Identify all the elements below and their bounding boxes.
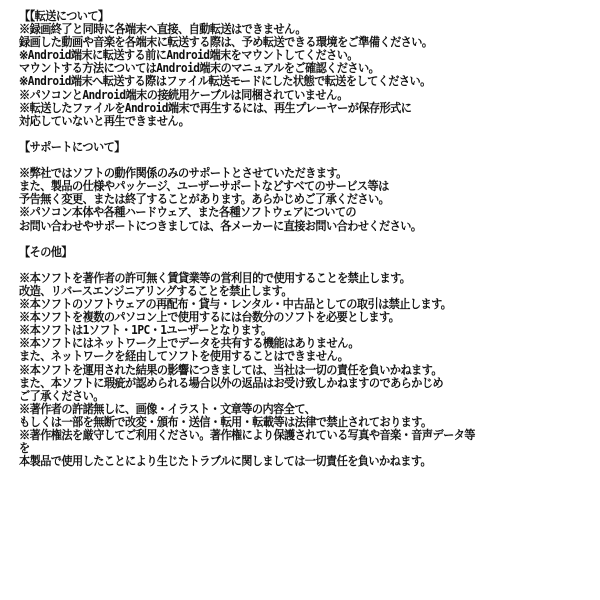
other-line: ※本ソフトは1ソフト・1PC・1ユーザーとなります。 [19, 323, 272, 338]
other-line: ※本ソフトを運用された結果の影響につきましては、当社は一切の責任を負いかねます。 [19, 362, 442, 377]
other-line: ※本ソフトを複数のパソコン上で使用するには台数分のソフトを必要とします。 [19, 310, 400, 325]
other-line: ※本ソフトのソフトウェアの再配布・貸与・レンタル・中古品としての取引は禁止します。 [19, 297, 452, 312]
support-line: お問い合わせやサポートにつきましては、各メーカーに直接お問い合わせください。 [19, 218, 422, 233]
other-line: ご了承ください。 [19, 388, 104, 403]
other-line: ※本ソフトを著作者の許可無く賃貸業等の営利目的で使用することを禁止します。 [19, 270, 411, 285]
transfer-section [19, 10, 554, 128]
other-line: また、ネットワークを経由してソフトを使用することはできません。 [19, 349, 349, 364]
other-line: 本製品で使用したことにより生じたトラブルに関しましては一切責任を負いかねます。 [19, 454, 432, 469]
transfer-line: 録画した動画や音楽を各端末に転送する際は、予め転送できる環境をご準備ください。 [19, 35, 433, 50]
transfer-line: 対応していないと再生できません。 [19, 113, 190, 128]
other-line: を [19, 441, 30, 456]
other-line: もしくは一部を無断で改変・頒布・送信・転用・転載等は法律で禁止されております。 [19, 414, 432, 429]
other-section [19, 246, 554, 469]
support-line: ※パソコン本体や各種ハードウェア、また各種ソフトウェアについての [19, 205, 357, 220]
support-section [19, 141, 554, 233]
section-spacer [19, 233, 554, 246]
other-line: 改造、リバースエンジニアリングすることを禁止します。 [19, 283, 292, 298]
notice-document [19, 10, 554, 468]
transfer-line: ※Android端末へ転送する際はファイル転送モードにした状態で転送をしてください。 [19, 74, 431, 89]
transfer-line: ※Android端末に転送する前にAndroid端末をマウントしてください。 [19, 48, 358, 63]
support-line: また、製品の仕様やパッケージ、ユーザーサポートなどすべてのサービス等は [19, 179, 389, 194]
transfer-heading: 【【転送について】 [19, 9, 109, 23]
transfer-line: ※録画終了と同時に各端末へ直接、自動転送はできません。 [19, 22, 306, 37]
transfer-line: マウントする方法についてはAndroid端末のマニュアルをご確認ください。 [19, 61, 380, 76]
support-line: ※弊社ではソフトの動作関係のみのサポートとさせていただきます。 [19, 166, 347, 181]
other-line: また、本ソフトに瑕疵が認められる場合以外の返品はお受け致しかねますのであらかじめ [19, 375, 444, 390]
other-line: ※著作権法を厳守してご利用ください。著作権により保護されている写真や音楽・音声データ等 [19, 428, 475, 442]
other-line: ※著作者の許諾無しに、画像・イラスト・文章等の内容全て、 [19, 401, 316, 416]
other-heading: 【その他】 [19, 244, 73, 259]
transfer-line: ※転送したファイルをAndroid端末で再生するには、再生プレーヤーが保存形式に [19, 100, 412, 115]
support-heading: 【サポートについて】 [19, 139, 125, 154]
other-line: ※本ソフトにはネットワーク上でデータを共有する機能はありません。 [19, 336, 359, 351]
transfer-line: ※パソコンとAndroid端末の接続用ケーブルは同梱されていません。 [19, 87, 348, 102]
support-line: 予告無く変更、または終了することがあります。あらかじめご了承ください。 [19, 192, 390, 207]
section-spacer [19, 259, 554, 272]
section-spacer [19, 128, 554, 141]
